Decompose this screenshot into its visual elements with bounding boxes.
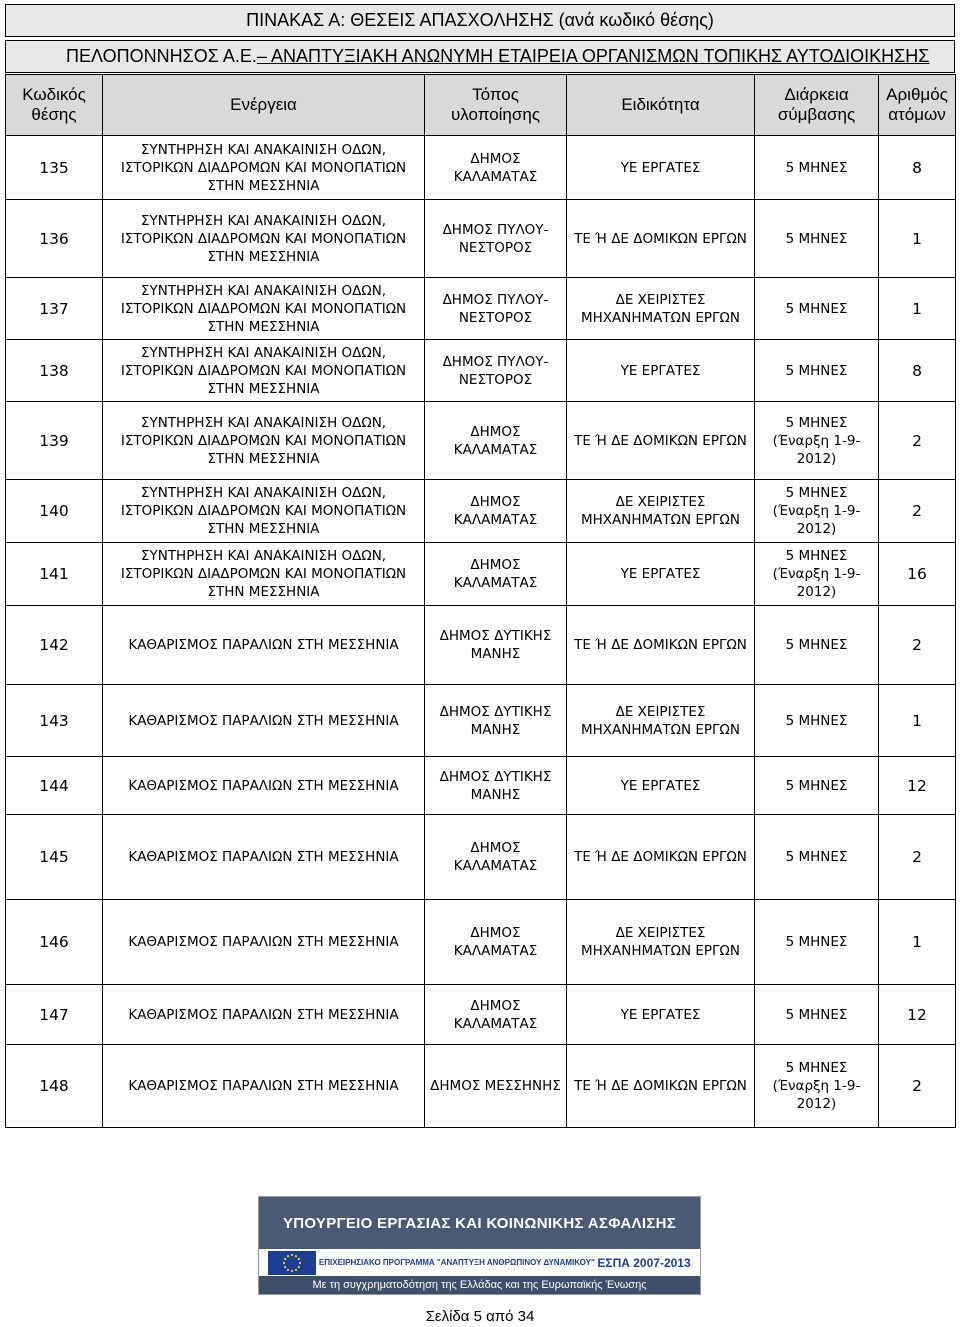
cell-place: ΔΗΜΟΣ ΚΑΛΑΜΑΤΑΣ [425, 136, 567, 200]
cell-count: 2 [879, 1045, 956, 1128]
cell-action: ΚΑΘΑΡΙΣΜΟΣ ΠΑΡΑΛΙΩΝ ΣΤΗ ΜΕΣΣΗΝΙΑ [103, 1045, 425, 1128]
cell-specialty: ΔΕ ΧΕΙΡΙΣΤΕΣ ΜΗΧΑΝΗΜΑΤΩΝ ΕΡΓΩΝ [567, 685, 755, 757]
cell-place: ΔΗΜΟΣ ΚΑΛΑΜΑΤΑΣ [425, 985, 567, 1045]
col-header-duration: Διάρκεια σύμβασης [755, 75, 879, 136]
cell-count: 1 [879, 685, 956, 757]
table-title-text: ΠΙΝΑΚΑΣ Α: ΘΕΣΕΙΣ ΑΠΑΣΧΟΛΗΣΗΣ (ανά κωδικό θέσης) [246, 10, 714, 30]
cell-duration: 5 ΜΗΝΕΣ (Έναρξη 1-9-2012) [755, 1045, 879, 1128]
cell-duration: 5 ΜΗΝΕΣ [755, 757, 879, 815]
table-row [6, 757, 956, 815]
eu-flag-icon [268, 1251, 316, 1275]
cell-action: ΚΑΘΑΡΙΣΜΟΣ ΠΑΡΑΛΙΩΝ ΣΤΗ ΜΕΣΣΗΝΙΑ [103, 685, 425, 757]
cell-code: 138 [6, 340, 103, 402]
table-row [6, 136, 956, 200]
cell-place: ΔΗΜΟΣ ΚΑΛΑΜΑΤΑΣ [425, 815, 567, 900]
cell-count: 1 [879, 278, 956, 340]
col-header-code: Κωδικός θέσης [6, 75, 103, 136]
cell-duration: 5 ΜΗΝΕΣ [755, 136, 879, 200]
cell-count: 2 [879, 815, 956, 900]
table-row [6, 900, 956, 985]
cell-count: 12 [879, 985, 956, 1045]
table-header-row [6, 75, 956, 136]
cell-code: 140 [6, 480, 103, 543]
table-row [6, 1045, 956, 1128]
cell-specialty: ΔΕ ΧΕΙΡΙΣΤΕΣ ΜΗΧΑΝΗΜΑΤΩΝ ΕΡΓΩΝ [567, 278, 755, 340]
cell-action: ΚΑΘΑΡΙΣΜΟΣ ΠΑΡΑΛΙΩΝ ΣΤΗ ΜΕΣΣΗΝΙΑ [103, 815, 425, 900]
cell-place: ΔΗΜΟΣ ΚΑΛΑΜΑΤΑΣ [425, 480, 567, 543]
cell-specialty: ΤΕ Ή ΔΕ ΔΟΜΙΚΩΝ ΕΡΓΩΝ [567, 606, 755, 685]
table-row [6, 543, 956, 606]
cell-count: 12 [879, 757, 956, 815]
table-row [6, 815, 956, 900]
espa-label: ΕΣΠΑ 2007-2013 [597, 1255, 691, 1270]
cell-duration: 5 ΜΗΝΕΣ [755, 278, 879, 340]
cell-count: 1 [879, 200, 956, 278]
table-row [6, 340, 956, 402]
cell-specialty: ΥΕ ΕΡΓΑΤΕΣ [567, 136, 755, 200]
cell-duration: 5 ΜΗΝΕΣ [755, 606, 879, 685]
cell-count: 8 [879, 340, 956, 402]
organization-title [5, 40, 955, 73]
cell-place: ΔΗΜΟΣ ΚΑΛΑΜΑΤΑΣ [425, 900, 567, 985]
cell-action: ΣΥΝΤΗΡΗΣΗ ΚΑΙ ΑΝΑΚΑΙΝΙΣΗ ΟΔΩΝ, ΙΣΤΟΡΙΚΩΝ ΔΙΑΔΡΟΜΩΝ ΚΑΙ ΜΟΝΟΠΑΤΙΩΝ ΣΤΗΝ ΜΕΣΣΗΝΙΑ [103, 278, 425, 340]
cell-code: 139 [6, 402, 103, 480]
cell-place: ΔΗΜΟΣ ΔΥΤΙΚΗΣ ΜΑΝΗΣ [425, 685, 567, 757]
cell-duration: 5 ΜΗΝΕΣ [755, 685, 879, 757]
table-row [6, 606, 956, 685]
cell-duration: 5 ΜΗΝΕΣ (Έναρξη 1-9-2012) [755, 402, 879, 480]
cell-duration: 5 ΜΗΝΕΣ [755, 200, 879, 278]
positions-table [5, 74, 956, 1128]
table-title [5, 4, 955, 37]
cell-action: ΚΑΘΑΡΙΣΜΟΣ ΠΑΡΑΛΙΩΝ ΣΤΗ ΜΕΣΣΗΝΙΑ [103, 606, 425, 685]
table-row [6, 200, 956, 278]
col-header-action: Ενέργεια [103, 75, 425, 136]
cell-specialty: ΥΕ ΕΡΓΑΤΕΣ [567, 985, 755, 1045]
cell-duration: 5 ΜΗΝΕΣ [755, 340, 879, 402]
cell-duration: 5 ΜΗΝΕΣ (Έναρξη 1-9-2012) [755, 543, 879, 606]
cell-place: ΔΗΜΟΣ ΠΥΛΟΥ-ΝΕΣΤΟΡΟΣ [425, 200, 567, 278]
cell-code: 142 [6, 606, 103, 685]
table-row [6, 402, 956, 480]
logos-strip [259, 1249, 700, 1276]
cell-code: 143 [6, 685, 103, 757]
cell-count: 2 [879, 606, 956, 685]
cell-action: ΣΥΝΤΗΡΗΣΗ ΚΑΙ ΑΝΑΚΑΙΝΙΣΗ ΟΔΩΝ, ΙΣΤΟΡΙΚΩΝ ΔΙΑΔΡΟΜΩΝ ΚΑΙ ΜΟΝΟΠΑΤΙΩΝ ΣΤΗΝ ΜΕΣΣΗΝΙΑ [103, 136, 425, 200]
cell-specialty: ΔΕ ΧΕΙΡΙΣΤΕΣ ΜΗΧΑΝΗΜΑΤΩΝ ΕΡΓΩΝ [567, 480, 755, 543]
cell-action: ΣΥΝΤΗΡΗΣΗ ΚΑΙ ΑΝΑΚΑΙΝΙΣΗ ΟΔΩΝ, ΙΣΤΟΡΙΚΩΝ ΔΙΑΔΡΟΜΩΝ ΚΑΙ ΜΟΝΟΠΑΤΙΩΝ ΣΤΗΝ ΜΕΣΣΗΝΙΑ [103, 480, 425, 543]
ministry-label: ΥΠΟΥΡΓΕΙΟ ΕΡΓΑΣΙΑΣ ΚΑΙ ΚΟΙΝΩΝΙΚΗΣ ΑΣΦΑΛΙΣΗΣ [259, 1197, 700, 1249]
cell-specialty: ΥΕ ΕΡΓΑΤΕΣ [567, 340, 755, 402]
cell-specialty: ΥΕ ΕΡΓΑΤΕΣ [567, 757, 755, 815]
cell-count: 8 [879, 136, 956, 200]
cell-place: ΔΗΜΟΣ ΜΕΣΣΗΝΗΣ [425, 1045, 567, 1128]
cell-specialty: ΤΕ Ή ΔΕ ΔΟΜΙΚΩΝ ΕΡΓΩΝ [567, 815, 755, 900]
col-header-specialty: Ειδικότητα [567, 75, 755, 136]
table-row [6, 480, 956, 543]
cofinance-label: Με τη συγχρηματοδότηση της Ελλάδας και της Ευρωπαϊκής Ένωσης [259, 1276, 700, 1294]
cell-specialty: ΤΕ Ή ΔΕ ΔΟΜΙΚΩΝ ΕΡΓΩΝ [567, 402, 755, 480]
cell-count: 1 [879, 900, 956, 985]
cell-count: 16 [879, 543, 956, 606]
cell-duration: 5 ΜΗΝΕΣ (Έναρξη 1-9-2012) [755, 480, 879, 543]
col-header-place: Τόπος υλοποίησης [425, 75, 567, 136]
cell-duration: 5 ΜΗΝΕΣ [755, 900, 879, 985]
cell-duration: 5 ΜΗΝΕΣ [755, 815, 879, 900]
cell-action: ΚΑΘΑΡΙΣΜΟΣ ΠΑΡΑΛΙΩΝ ΣΤΗ ΜΕΣΣΗΝΙΑ [103, 985, 425, 1045]
cell-count: 2 [879, 402, 956, 480]
cell-specialty: ΤΕ Ή ΔΕ ΔΟΜΙΚΩΝ ΕΡΓΩΝ [567, 200, 755, 278]
cell-action: ΣΥΝΤΗΡΗΣΗ ΚΑΙ ΑΝΑΚΑΙΝΙΣΗ ΟΔΩΝ, ΙΣΤΟΡΙΚΩΝ ΔΙΑΔΡΟΜΩΝ ΚΑΙ ΜΟΝΟΠΑΤΙΩΝ ΣΤΗΝ ΜΕΣΣΗΝΙΑ [103, 543, 425, 606]
cell-place: ΔΗΜΟΣ ΔΥΤΙΚΗΣ ΜΑΝΗΣ [425, 757, 567, 815]
cell-place: ΔΗΜΟΣ ΠΥΛΟΥ-ΝΕΣΤΟΡΟΣ [425, 340, 567, 402]
cell-action: ΣΥΝΤΗΡΗΣΗ ΚΑΙ ΑΝΑΚΑΙΝΙΣΗ ΟΔΩΝ, ΙΣΤΟΡΙΚΩΝ ΔΙΑΔΡΟΜΩΝ ΚΑΙ ΜΟΝΟΠΑΤΙΩΝ ΣΤΗΝ ΜΕΣΣΗΝΙΑ [103, 340, 425, 402]
cell-specialty: ΥΕ ΕΡΓΑΤΕΣ [567, 543, 755, 606]
organization-prefix: ΠΕΛΟΠΟΝΝΗΣΟΣ Α.Ε. [66, 46, 257, 66]
cell-code: 144 [6, 757, 103, 815]
cell-place: ΔΗΜΟΣ ΠΥΛΟΥ-ΝΕΣΤΟΡΟΣ [425, 278, 567, 340]
cell-specialty: ΤΕ Ή ΔΕ ΔΟΜΙΚΩΝ ΕΡΓΩΝ [567, 1045, 755, 1128]
cell-code: 145 [6, 815, 103, 900]
cell-code: 146 [6, 900, 103, 985]
cell-action: ΣΥΝΤΗΡΗΣΗ ΚΑΙ ΑΝΑΚΑΙΝΙΣΗ ΟΔΩΝ, ΙΣΤΟΡΙΚΩΝ ΔΙΑΔΡΟΜΩΝ ΚΑΙ ΜΟΝΟΠΑΤΙΩΝ ΣΤΗΝ ΜΕΣΣΗΝΙΑ [103, 200, 425, 278]
cell-code: 148 [6, 1045, 103, 1128]
cell-code: 137 [6, 278, 103, 340]
table-row [6, 685, 956, 757]
table-row [6, 985, 956, 1045]
page-number: Σελίδα 5 από 34 [425, 1308, 535, 1325]
cell-code: 136 [6, 200, 103, 278]
cell-specialty: ΔΕ ΧΕΙΡΙΣΤΕΣ ΜΗΧΑΝΗΜΑΤΩΝ ΕΡΓΩΝ [567, 900, 755, 985]
cell-code: 141 [6, 543, 103, 606]
col-header-count: Αριθμός ατόμων [879, 75, 956, 136]
cell-action: ΚΑΘΑΡΙΣΜΟΣ ΠΑΡΑΛΙΩΝ ΣΤΗ ΜΕΣΣΗΝΙΑ [103, 900, 425, 985]
cell-action: ΣΥΝΤΗΡΗΣΗ ΚΑΙ ΑΝΑΚΑΙΝΙΣΗ ΟΔΩΝ, ΙΣΤΟΡΙΚΩΝ ΔΙΑΔΡΟΜΩΝ ΚΑΙ ΜΟΝΟΠΑΤΙΩΝ ΣΤΗΝ ΜΕΣΣΗΝΙΑ [103, 402, 425, 480]
program-label: ΕΠΙΧΕΙΡΗΣΙΑΚΟ ΠΡΟΓΡΑΜΜΑ "ΑΝΑΠΤΥΞΗ ΑΝΘΡΩΠΙΝΟΥ ΔΥΝΑΜΙΚΟΥ" [318, 1258, 595, 1267]
cell-action: ΚΑΘΑΡΙΣΜΟΣ ΠΑΡΑΛΙΩΝ ΣΤΗ ΜΕΣΣΗΝΙΑ [103, 757, 425, 815]
cell-code: 135 [6, 136, 103, 200]
table-row [6, 278, 956, 340]
cell-code: 147 [6, 985, 103, 1045]
cell-place: ΔΗΜΟΣ ΔΥΤΙΚΗΣ ΜΑΝΗΣ [425, 606, 567, 685]
cofinancing-banner [258, 1196, 701, 1295]
cell-duration: 5 ΜΗΝΕΣ [755, 985, 879, 1045]
cell-count: 2 [879, 480, 956, 543]
cell-place: ΔΗΜΟΣ ΚΑΛΑΜΑΤΑΣ [425, 402, 567, 480]
organization-name: – ΑΝΑΠΤΥΞΙΑΚΗ ΑΝΩΝΥΜΗ ΕΤΑΙΡΕΙΑ ΟΡΓΑΝΙΣΜΩΝ ΤΟΠΙΚΗΣ ΑΥΤΟΔΙΟΙΚΗΣΗΣ [256, 46, 930, 66]
cell-place: ΔΗΜΟΣ ΚΑΛΑΜΑΤΑΣ [425, 543, 567, 606]
